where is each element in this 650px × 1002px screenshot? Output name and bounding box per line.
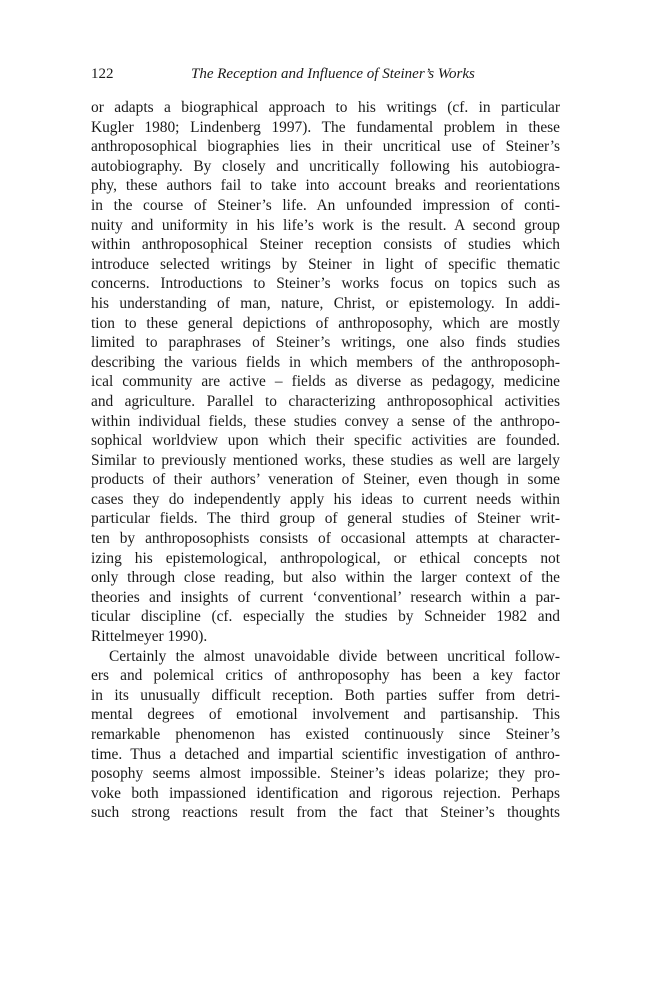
text-line: phy, these authors fail to take into account breaks and reorientations	[91, 177, 560, 195]
text-line: or adapts a biographical approach to his writings (cf. in particular	[91, 99, 560, 116]
body-text	[91, 98, 560, 823]
text-line: anthroposophical biographies lies in their uncritical use of Steiner’s	[91, 138, 560, 156]
text-line: remarkable phenomenon has existed continuously since Steiner’s	[91, 726, 560, 743]
text-line: within anthroposophical Steiner reception consists of studies which	[91, 236, 560, 254]
text-line: introduce selected writings by Steiner in light of specific thematic	[91, 255, 560, 273]
text-line: ical community are active – fields as diverse as pedagogy, medicine	[91, 373, 560, 391]
text-line: ers and polemical critics of anthroposophy has been a key factor	[91, 667, 560, 685]
text-line: such strong reactions result from the fact that Steiner’s thoughts	[91, 804, 560, 822]
running-head	[91, 64, 560, 84]
text-line: and agriculture. Parallel to characterizing anthroposophical activities	[91, 392, 560, 410]
text-line: Kugler 1980; Lindenberg 1997). The fundamental problem in these	[91, 118, 560, 136]
text-line: izing his epistemological, anthropological, or ethical concepts not	[91, 549, 560, 567]
text-line: sophical worldview upon which their specific activities are founded.	[91, 432, 560, 450]
text-line-paragraph-start: Certainly the almost unavoidable divide between uncritical follow-	[109, 647, 560, 665]
text-line: nuity and uniformity in his life’s work is the result. A second group	[91, 216, 560, 234]
text-line-paragraph-end: Rittelmeyer 1990).	[91, 628, 208, 646]
text-line: only through close reading, but also within the larger context of the	[91, 569, 560, 587]
text-line: describing the various fields in which members of the anthroposoph-	[91, 353, 560, 371]
text-line: Similar to previously mentioned works, these studies as well are largely	[91, 451, 560, 469]
text-line: time. Thus a detached and impartial scientific investigation of anthro-	[91, 745, 560, 763]
text-line: autobiography. By closely and uncritically following his autobiogra-	[91, 157, 560, 175]
text-line: ticular discipline (cf. especially the studies by Schneider 1982 and	[91, 608, 560, 626]
text-line: ten by anthroposophists consists of occasional attempts at character-	[91, 530, 560, 548]
text-line: posophy seems almost impossible. Steiner’s ideas polarize; they pro-	[91, 765, 560, 783]
text-line: voke both impassioned identification and rigorous rejection. Perhaps	[91, 784, 560, 802]
page-number: 122	[91, 66, 114, 82]
text-line: within individual fields, these studies convey a sense of the anthropo-	[91, 412, 560, 430]
text-line: particular fields. The third group of general studies of Steiner writ-	[91, 510, 560, 528]
text-line: in the course of Steiner’s life. An unfounded impression of conti-	[91, 196, 560, 214]
text-line: tion to these general depictions of anthroposophy, which are mostly	[91, 314, 560, 332]
text-line: in its unusually difficult reception. Both parties suffer from detri-	[91, 686, 560, 704]
text-line: mental degrees of emotional involvement and partisanship. This	[91, 706, 560, 724]
text-line: his understanding of man, nature, Christ, or epistemology. In addi-	[91, 294, 560, 312]
text-line: cases they do independently apply his ideas to current needs within	[91, 490, 560, 508]
book-page	[91, 0, 560, 1002]
text-line: limited to paraphrases of Steiner’s writings, one also finds studies	[91, 334, 560, 352]
running-title: The Reception and Influence of Steiner’s Works	[191, 66, 475, 82]
text-line: theories and insights of current ‘conventional’ research within a par-	[91, 588, 560, 606]
text-line: concerns. Introductions to Steiner’s works focus on topics such as	[91, 275, 560, 293]
text-line: products of their authors’ veneration of Steiner, even though in some	[91, 471, 560, 489]
